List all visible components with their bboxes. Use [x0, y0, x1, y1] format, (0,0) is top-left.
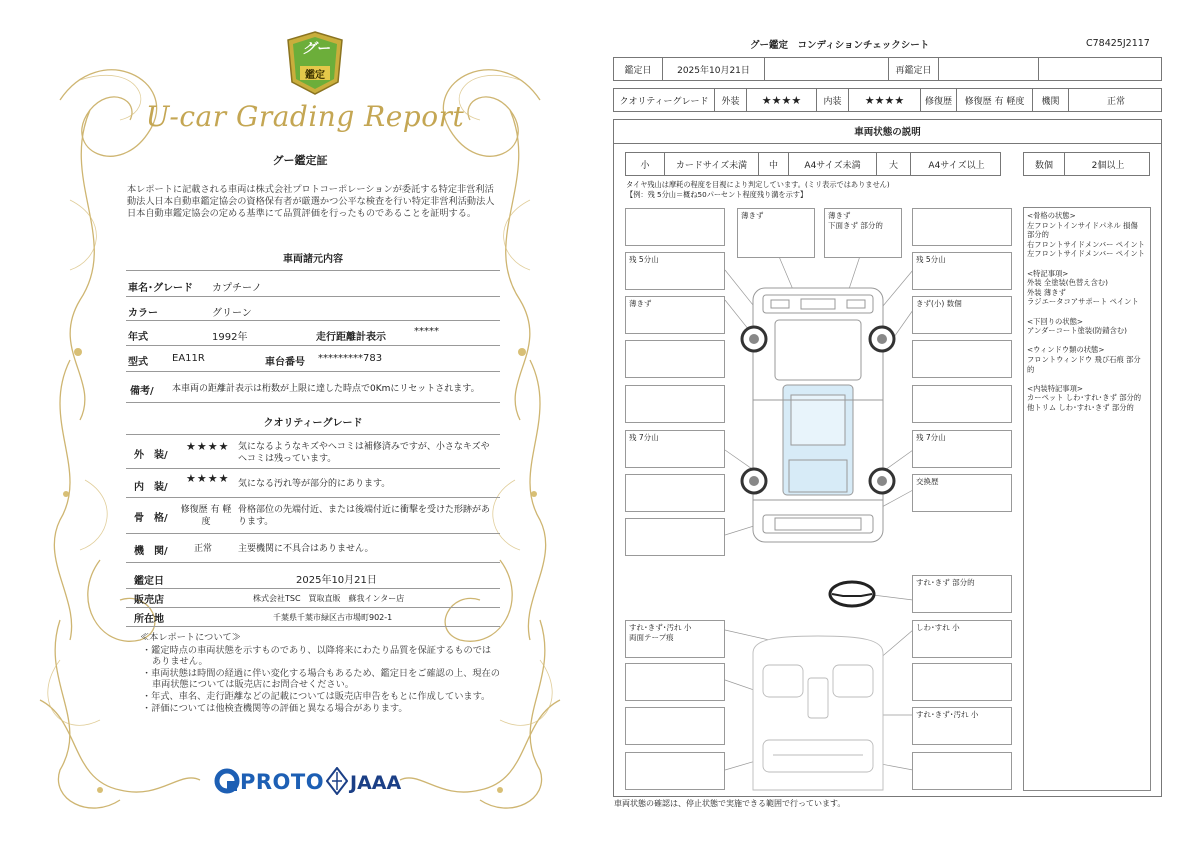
dealer-value: 株式会社TSC 買取直販 蘇我インター店 — [253, 594, 405, 603]
panel-head: <内装特記事項> — [1027, 383, 1084, 393]
panel-line: 外装 薄きず — [1027, 287, 1066, 297]
notes-title: ≪本レポートについて≫ — [140, 632, 241, 643]
badge-top-text: グー — [302, 41, 330, 57]
steering-wheel-icon — [830, 582, 874, 606]
panel-line: 左フロントサイドメンバー ペイント — [1027, 249, 1145, 259]
damage-box-left-3: 残 7分山 — [625, 430, 725, 468]
panel-group — [1027, 317, 1147, 336]
certificate-title: グー鑑定証 — [272, 154, 328, 167]
damage-box — [912, 385, 1012, 423]
badge-bottom-text: 鑑定 — [305, 70, 325, 81]
color-label: カラー — [128, 308, 158, 319]
note-item: ・評価については他検査機関等の評価と異なる場合があります。 — [142, 702, 408, 714]
dealer-label: 販売店 — [134, 595, 164, 606]
legend-mid-desc: A4サイズ未満 — [788, 153, 876, 175]
frame-value: 修復歴 有 軽度 — [180, 505, 232, 527]
size-legend — [625, 152, 1001, 176]
panel-head: <ウィンドウ類の状態> — [1027, 345, 1105, 355]
engine-desc: 主要機関に不具合はありません。 — [238, 544, 374, 554]
quality-grade-label: クオリティーグレード — [619, 96, 709, 107]
panel-line: アンダーコート塗装(防錆含む) — [1027, 326, 1127, 336]
interior-box-right-2: すれ･きず･汚れ 小 — [912, 707, 1012, 745]
damage-box-right-2: きず(小) 数個 — [912, 296, 1012, 334]
script-title: U-car Grading Report — [145, 100, 465, 133]
engine-value: 正常 — [1068, 89, 1163, 111]
interior-box-left-1: すれ･きず･汚れ 小 両面テープ痕 — [625, 620, 725, 658]
panel-head: <特記事項> — [1027, 268, 1069, 278]
damage-box — [625, 385, 725, 423]
certificate-body: 本レポートに記載される車両は株式会社プロトコーポレーションが委託する特定非営利活動法人日本自動車鑑定協会の資格保有者が厳選かつ公平な検査を行い特定非営利活動法人日本自動車鑑定協会の定める基準にて品質評価を行ったものであることを証明する。 — [127, 184, 495, 219]
sheet-code: C78425J2117 — [1086, 38, 1150, 49]
frame-desc: 骨格部位の先端付近、または後端付近に衝撃を受けた形跡があります。 — [238, 505, 491, 527]
damage-box — [625, 474, 725, 512]
panel-line: カーペット しわ･すれ･きず 部分的 — [1027, 393, 1142, 403]
engine-label: 機 関/ — [134, 546, 168, 557]
damage-box — [912, 208, 1012, 246]
panel-group — [1027, 345, 1147, 374]
exterior-label: 外 装/ — [134, 450, 168, 461]
legend-count: 数個 — [1034, 160, 1053, 171]
grade-row — [613, 88, 1162, 112]
footer-note: 車両状態の確認は、停止状態で実施できる範囲で行っています。 — [614, 799, 846, 808]
sheet-title: グー鑑定 コンディションチェックシート — [750, 40, 930, 51]
quality-heading: クオリティーグレード — [263, 418, 363, 429]
specs-heading: 車両諸元内容 — [283, 254, 343, 265]
jaaa-logo-icon — [326, 767, 348, 795]
remarks-value: 本車両の距離計表示は桁数が上限に達した時点で0Kmにリセットされます。 — [172, 384, 480, 394]
interior-box — [625, 663, 725, 701]
count-legend — [1023, 152, 1150, 176]
int-label: 内装 — [816, 89, 848, 111]
damage-box — [625, 518, 725, 556]
note-item: ・鑑定時点の車両状態を示すものであり、以降将来にわたり品質を保証するものではありません。 — [142, 644, 492, 668]
note-item: ・年式、車名、走行距離などの記載については販売店申告をもとに作成しています。 — [142, 690, 491, 702]
engine-value: 正常 — [194, 544, 213, 554]
ext-label: 外装 — [714, 89, 746, 111]
exterior-stars: ★★★★ — [186, 440, 230, 453]
damage-box-right-3: 残 7分山 — [912, 430, 1012, 468]
damage-box-top-1: 薄きず — [737, 208, 815, 258]
color-value: グリーン — [212, 308, 252, 319]
panel-line: 他トリム しわ･すれ･きず 部分的 — [1027, 402, 1134, 412]
year-label: 年式 — [128, 332, 148, 343]
engine-label: 機関 — [1032, 89, 1068, 111]
appraisal-date-value: 2025年10月21日 — [296, 575, 377, 586]
chassis-value: *********783 — [318, 353, 383, 364]
date-value: 2025年10月21日 — [662, 58, 764, 80]
panel-group — [1027, 269, 1147, 307]
proto-logo-text: PROTO — [240, 770, 325, 794]
ext-stars: ★★★★ — [746, 89, 816, 111]
exterior-desc: 気になるようなキズやヘコミは補修済みですが、小さなキズやヘコミは残っています。 — [238, 442, 490, 464]
int-stars: ★★★★ — [848, 89, 920, 111]
date-row — [613, 57, 1162, 81]
model-value: EA11R — [172, 353, 205, 364]
damage-box-top-2: 薄きず 下面きず 部分的 — [824, 208, 902, 258]
remarks-label: 備考/ — [130, 386, 154, 397]
interior-desc: 気になる汚れ等が部分的にあります。 — [238, 479, 391, 489]
damage-box — [625, 340, 725, 378]
interior-box-right-1: しわ･すれ 小 — [912, 620, 1012, 658]
mileage-value: ***** — [414, 326, 439, 337]
panel-line: フロントウィンドウ 飛び石痕 部分的 — [1027, 354, 1141, 374]
chassis-label: 車台番号 — [265, 357, 305, 368]
damage-box-right-4: 交換歴 — [912, 474, 1012, 512]
damage-box — [625, 208, 725, 246]
repair-label: 修復歴 — [920, 89, 956, 111]
date-label: 鑑定日 — [624, 65, 652, 76]
address-label: 所在地 — [134, 614, 164, 625]
damage-box-left-1: 残 5分山 — [625, 252, 725, 290]
panel-group — [1027, 384, 1147, 413]
panel-line: 左フロントインサイドパネル 損傷 部分的 — [1027, 220, 1138, 240]
interior-box — [625, 707, 725, 745]
interior-box — [912, 752, 1012, 790]
panel-line: 外装 全塗装(色替え含む) — [1027, 278, 1108, 288]
damage-box — [912, 340, 1012, 378]
interior-box — [912, 663, 1012, 701]
damage-box-right-1: 残 5分山 — [912, 252, 1012, 290]
report-notes — [140, 632, 500, 714]
tire-note-1: タイヤ残山は摩耗の程度を目視により判定しています。(ミリ表示ではありません) — [626, 180, 890, 189]
interior-stars: ★★★★ — [186, 472, 230, 485]
section-title: 車両状態の説明 — [854, 127, 921, 138]
legend-count-desc: 2個以上 — [1064, 153, 1151, 175]
address-value: 千葉県千葉市緑区古市場町902-1 — [273, 613, 393, 622]
legend-small-desc: カードサイズ未満 — [664, 153, 758, 175]
car-top-view — [753, 288, 883, 542]
mileage-label: 走行距離計表示 — [316, 332, 386, 343]
interior-label: 内 装/ — [134, 482, 168, 493]
panel-line: 右フロントサイドメンバー ペイント — [1027, 239, 1145, 249]
interior-box-steering: すれ･きず 部分的 — [912, 575, 1012, 613]
repair-value: 修復歴 有 軽度 — [956, 89, 1032, 111]
damage-box-left-2: 薄きず — [625, 296, 725, 334]
tire-note-2: 【例：残 5分山＝概ね50パーセント程度残り溝を示す】 — [626, 190, 808, 199]
car-name-label: 車名･グレード — [128, 283, 193, 294]
legend-large-desc: A4サイズ以上 — [910, 153, 1002, 175]
panel-line: ラジエータコアサポート ペイント — [1027, 297, 1139, 307]
year-value: 1992年 — [212, 332, 248, 343]
legend-large: 大 — [876, 153, 910, 175]
note-item: ・車両状態は時間の経過に伴い変化する場合もあるため、鑑定日をご確認の上、現在の車両状態については販売店にお問合せください。 — [142, 667, 500, 691]
legend-small: 小 — [640, 160, 650, 171]
legend-mid: 中 — [758, 153, 788, 175]
panel-group — [1027, 211, 1147, 259]
condition-notes-panel — [1023, 207, 1151, 791]
frame-label: 骨 格/ — [134, 513, 168, 524]
proto-logo-icon — [214, 768, 240, 794]
jaaa-logo-text: JAAA — [350, 772, 402, 794]
panel-head: <骨格の状態> — [1027, 211, 1076, 220]
interior-view — [753, 636, 883, 790]
interior-box — [625, 752, 725, 790]
car-name-value: カプチーノ — [212, 283, 262, 294]
panel-head: <下回りの状態> — [1027, 316, 1084, 326]
appraisal-date-label: 鑑定日 — [134, 576, 164, 587]
reinspect-label: 再鑑定日 — [888, 58, 938, 80]
model-label: 型式 — [128, 357, 148, 368]
